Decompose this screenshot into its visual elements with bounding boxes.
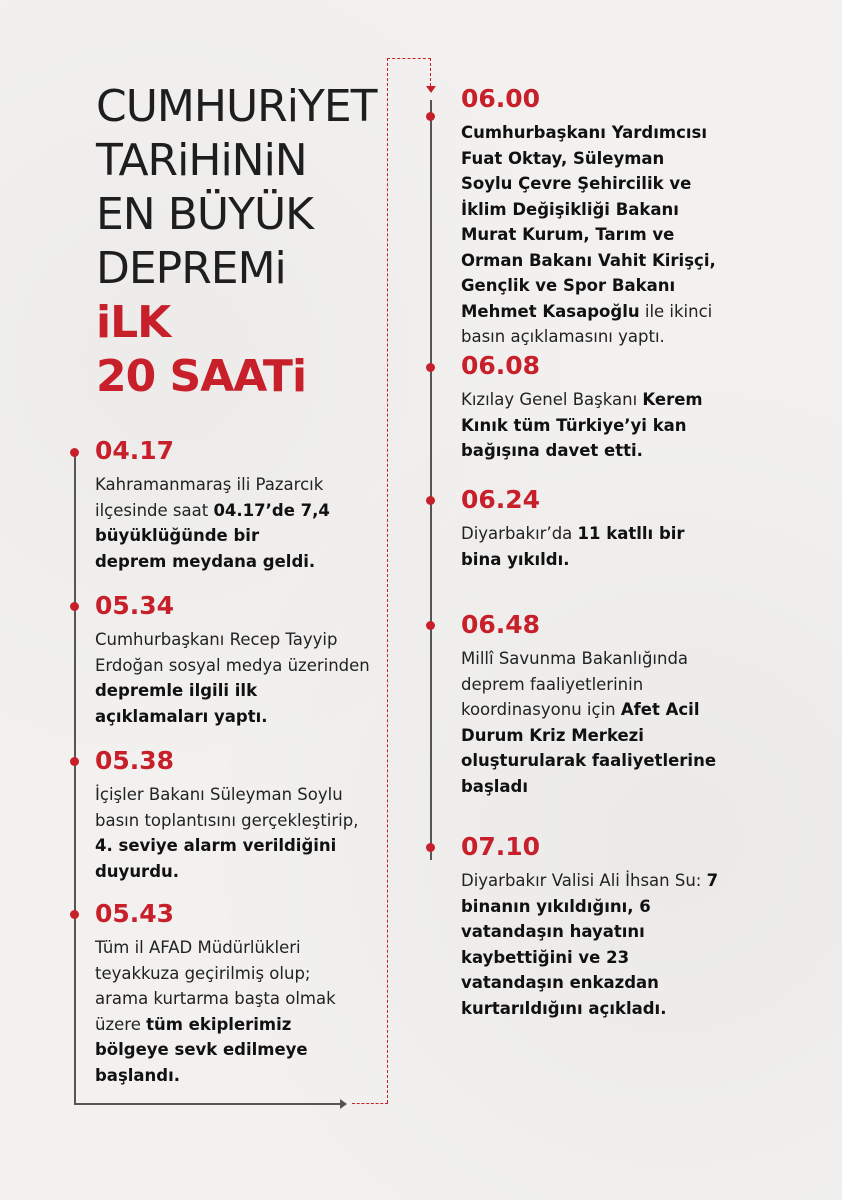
event-text: Kahramanmaraş ili Pazarcık ilçesinde saat xyxy=(95,475,324,520)
timeline-dot xyxy=(70,910,79,919)
event-0538 xyxy=(95,746,367,884)
event-0608 xyxy=(461,351,736,464)
title-line-2: TARiHiNiN xyxy=(96,135,307,186)
event-text: ile ikinci basın açıklamasını yaptı. xyxy=(461,301,713,346)
dashed-connector-vertical xyxy=(387,58,388,1103)
event-text-bold: Afet Acil Durum Kriz Merkezi oluşturularak faaliyetlerine başladı xyxy=(461,700,717,796)
event-description xyxy=(95,472,335,574)
event-text-bold: 7 binanın yıkıldığını, 6 vatandaşın hayatını kaybettiğini ve 23 vatandaşın enkazdan kurtarıldığını açıkladı. xyxy=(461,871,719,1018)
event-time: 06.08 xyxy=(461,351,541,380)
event-time: 05.43 xyxy=(95,899,175,928)
right-timeline-line xyxy=(430,100,432,860)
event-text-bold: Kerem Kınık tüm Türkiye’yi kan bağışına davet etti. xyxy=(461,390,703,460)
event-time: 07.10 xyxy=(461,832,541,861)
timeline-dot xyxy=(426,621,435,630)
event-description xyxy=(461,521,721,572)
event-time: 04.17 xyxy=(95,436,175,465)
title-highlight-line-1: iLK xyxy=(96,297,171,348)
timeline-dot xyxy=(426,496,435,505)
timeline-dot xyxy=(426,843,435,852)
event-description xyxy=(95,935,357,1088)
event-description xyxy=(461,120,721,350)
timeline-dot xyxy=(70,448,79,457)
event-text-bold: 04.17’de 7,4 büyüklüğünde bir deprem meydana geldi. xyxy=(95,500,330,571)
event-text-bold: depremle ilgili ilk açıklamaları yaptı. xyxy=(95,681,268,726)
event-text: Diyarbakır’da xyxy=(461,524,578,543)
title-line-4: DEPREMi xyxy=(96,243,286,294)
event-text: Kızılay Genel Başkanı xyxy=(461,390,643,409)
event-text-bold: tüm ekiplerimiz bölgeye sevk edilmeye başlandı. xyxy=(95,1014,308,1085)
event-text-bold: 11 katllı bir bina yıkıldı. xyxy=(461,524,685,569)
event-0648 xyxy=(461,610,741,799)
timeline-dot xyxy=(70,602,79,611)
dashed-connector-bottom xyxy=(352,1103,388,1104)
event-0600 xyxy=(461,84,721,350)
event-description xyxy=(461,868,729,1021)
event-time: 06.24 xyxy=(461,485,541,514)
event-text: Cumhurbaşkanı Recep Tayyip Erdoğan sosyal medya üzerinden xyxy=(95,630,370,675)
timeline-dot xyxy=(426,363,435,372)
arrow-down-icon xyxy=(426,86,436,93)
event-time: 06.48 xyxy=(461,610,541,639)
event-text: Millî Savunma Bakanlığında deprem faaliyetlerinin koordinasyonu için xyxy=(461,649,689,719)
timeline-dot xyxy=(426,112,435,121)
arrow-right-icon xyxy=(340,1099,347,1109)
event-time: 05.38 xyxy=(95,746,175,775)
dashed-connector-top-down xyxy=(430,58,431,86)
event-0534 xyxy=(95,591,370,729)
left-timeline-line xyxy=(74,450,76,1104)
event-text: İçişler Bakanı Süleyman Soylu basın toplantısını gerçekleştirip, xyxy=(95,785,359,830)
dashed-connector-top xyxy=(387,58,431,59)
event-text: Tüm il AFAD Müdürlükleri teyakkuza geçirilmiş olup; arama kurtarma başta olmak üzere xyxy=(95,938,336,1034)
title-line-1: CUMHURiYET xyxy=(96,81,377,132)
event-text-bold: 4. seviye alarm verildiğini duyurdu. xyxy=(95,836,337,881)
timeline-dot xyxy=(70,757,79,766)
event-0543 xyxy=(95,899,357,1088)
event-0710 xyxy=(461,832,729,1021)
event-time: 05.34 xyxy=(95,591,175,620)
event-description xyxy=(95,782,367,884)
event-0624 xyxy=(461,485,721,572)
event-0417 xyxy=(95,436,335,574)
title-highlight-line-2: 20 SAATi xyxy=(96,351,307,402)
event-text: Diyarbakır Valisi Ali İhsan Su: xyxy=(461,871,707,890)
event-description xyxy=(95,627,370,729)
event-description xyxy=(461,646,741,799)
infographic-title xyxy=(96,80,377,404)
event-time: 06.00 xyxy=(461,84,541,113)
event-text-bold: Cumhurbaşkanı Yardımcısı Fuat Oktay, Süleyman Soylu Çevre Şehircilik ve İklim Değişikliği Bakanı Murat Kurum, Tarım ve Orman Bakanı Vahit Kirişçi, Gençlik ve Spor Bakanı Mehmet Kasapoğlu xyxy=(461,123,716,321)
left-timeline-bottom-line xyxy=(74,1103,342,1105)
event-description xyxy=(461,387,736,464)
title-line-3: EN BÜYÜK xyxy=(96,189,314,240)
